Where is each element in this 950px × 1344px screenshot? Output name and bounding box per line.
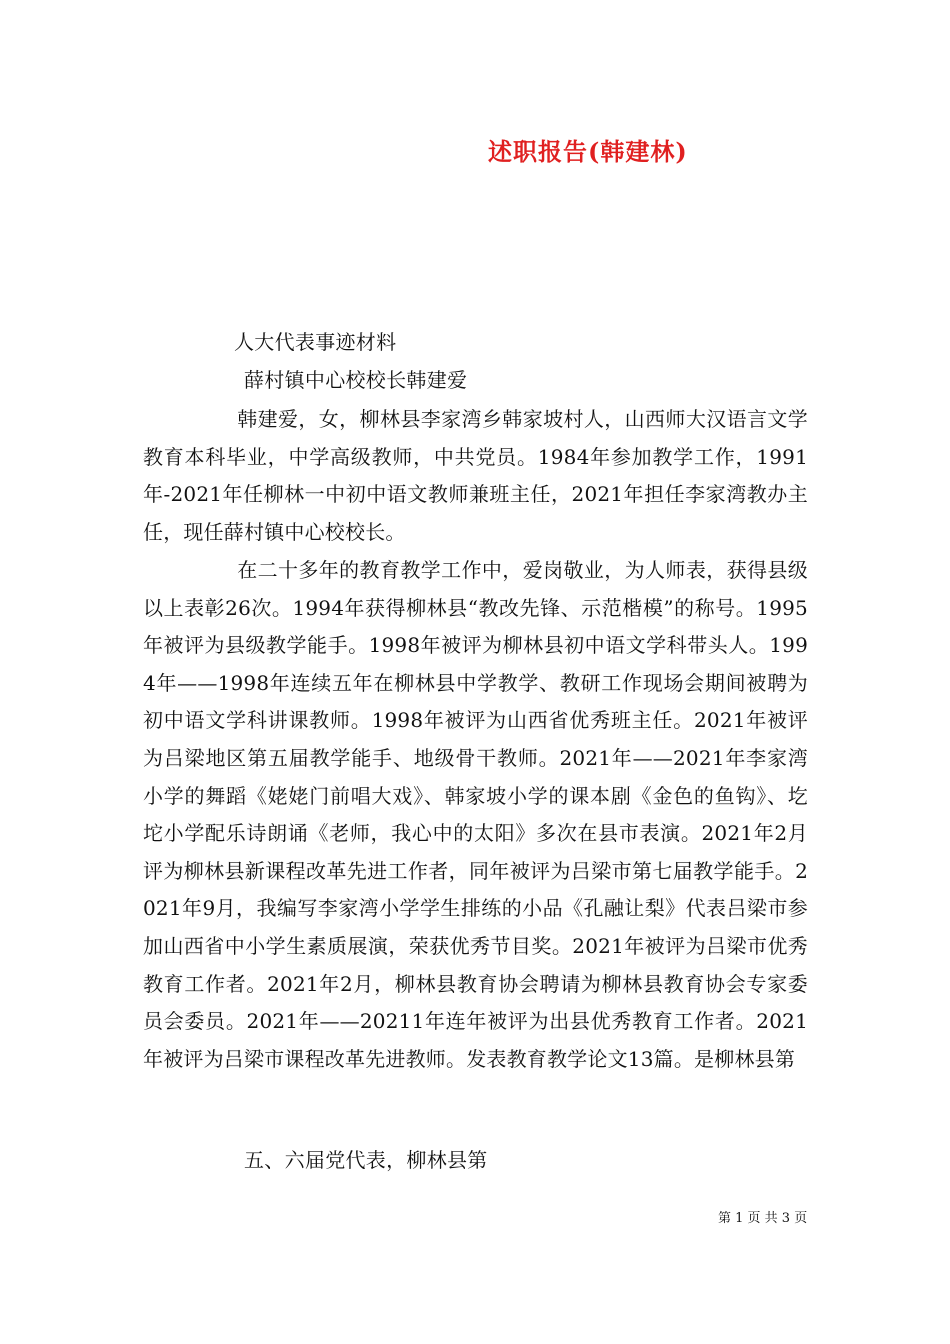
paragraph-continuation: 五、六届党代表，柳林县第 xyxy=(244,1148,488,1172)
heading-material: 人大代表事迹材料 xyxy=(234,330,397,354)
paragraph-achievements xyxy=(143,552,808,1078)
heading-author: 薛村镇中心校校长韩建爱 xyxy=(244,368,468,392)
page-indicator: 第 1 页 共 3 页 xyxy=(718,1211,808,1226)
paragraph-intro-text: 韩建爱，女，柳林县李家湾乡韩家坡村人，山西师大汉语言文学教育本科毕业，中学高级教师，中共党员。1984年参加教学工作，1991年-2021年任柳林一中初中语文教师兼班主任，2021年担任李家湾教办主任，现任薛村镇中心校校长。 xyxy=(143,407,808,544)
paragraph-achievements-text: 在二十多年的教育教学工作中，爱岗敬业，为人师表，获得县级以上表彰26次。1994年获得柳林县“教改先锋、示范楷模”的称号。1995年被评为县级教学能手。1998年被评为柳林县初中语文学科带头人。1994年——1998年连续五年在柳林县中学教学、教研工作现场会期间被聘为初中语文学科讲课教师。1998年被评为山西省优秀班主任。2021年被评为吕梁地区第五届教学能手、地级骨干教师。2021年——2021年李家湾小学的舞蹈《姥姥门前唱大戏》、韩家坡小学的课本剧《金色的鱼钩》、圪坨小学配乐诗朗诵《老师，我心中的太阳》多次在县市表演。2021年2月评为柳林县新课程改革先进工作者，同年被评为吕梁市第七届教学能手。2021年9月，我编写李家湾小学学生排练的小品《孔融让梨》代表吕梁市参加山西省中小学生素质展演，荣获优秀节目奖。2021年被评为吕梁市优秀教育工作者。2021年2月，柳林县教育协会聘请为柳林县教育协会专家委员会委员。2021年——20211年连年被评为出县优秀教育工作者。2021年被评为吕梁市课程改革先进教师。发表教育教学论文13篇。是柳林县第 xyxy=(143,558,808,1071)
document-title: 述职报告(韩建林) xyxy=(488,137,688,166)
paragraph-intro xyxy=(143,401,808,551)
